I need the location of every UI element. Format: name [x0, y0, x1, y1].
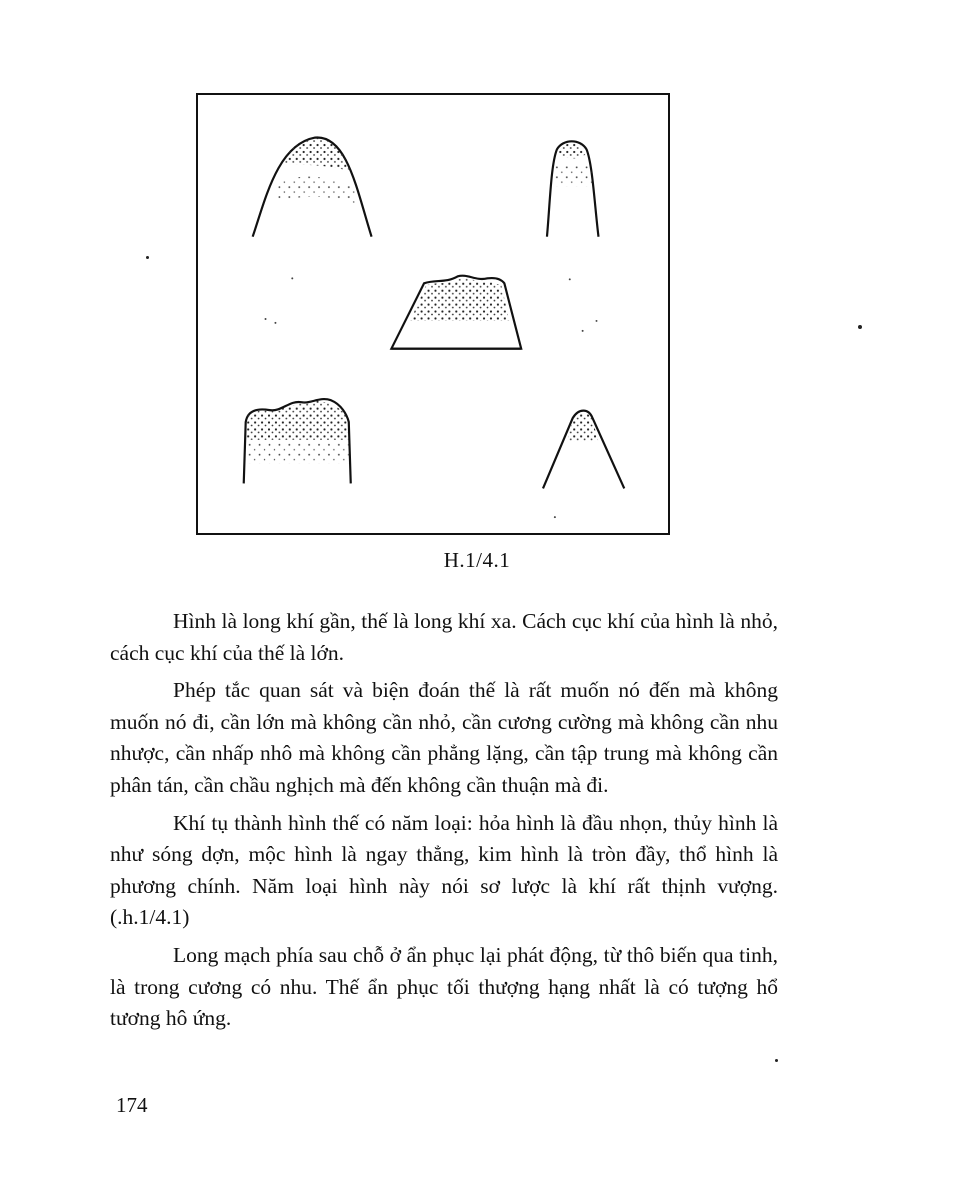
body-text: [110, 606, 778, 1041]
page-number: 174: [116, 1093, 148, 1117]
paragraph: Khí tụ thành hình thế có năm loại: hỏa hình là đầu nhọn, thủy hình là như sóng dợn, mộc hình là ngay thẳng, kim hình là tròn đầy, thổ hình là phương chính. Năm loại hình này nói sơ lược là khí rất thịnh vượng. (.h.1/4.1): [110, 810, 778, 930]
tall-mountain-shape: [547, 141, 599, 236]
figure-caption: H.1/4.1: [443, 548, 511, 572]
mountain-shapes-illustration: [198, 95, 668, 533]
paragraph: Long mạch phía sau chỗ ở ẩn phục lại phát động, từ thô biến qua tinh, là trong cương có nhu. Thế ẩn phục tối thượng hạng nhất là có tượng hổ tương hô ứng.: [110, 942, 778, 1031]
scan-speck: [858, 325, 862, 329]
paragraph: Phép tắc quan sát và biện đoán thế là rất muốn nó đến mà không muốn nó đi, cần lớn mà không cần nhỏ, cần cương cường mà không cần nhu nhược, cần nhấp nhô mà không cần phẳng lặng, cần tập trung mà không cần phân tán, cần chầu nghịch mà đến không cần thuận mà đi.: [110, 678, 778, 797]
scan-speck: [775, 1059, 778, 1062]
round-mountain-shape: [253, 137, 372, 236]
scan-speck: [146, 256, 149, 259]
wavy-mountain-shape: [244, 399, 351, 483]
pointed-mountain-shape: [543, 411, 624, 489]
mountain-shapes-figure: [196, 93, 670, 535]
flat-mountain-shape: [391, 276, 521, 349]
paragraph: Hình là long khí gần, thế là long khí xa. Cách cục khí của hình là nhỏ, cách cục khí của thế là lớn.: [110, 609, 778, 665]
